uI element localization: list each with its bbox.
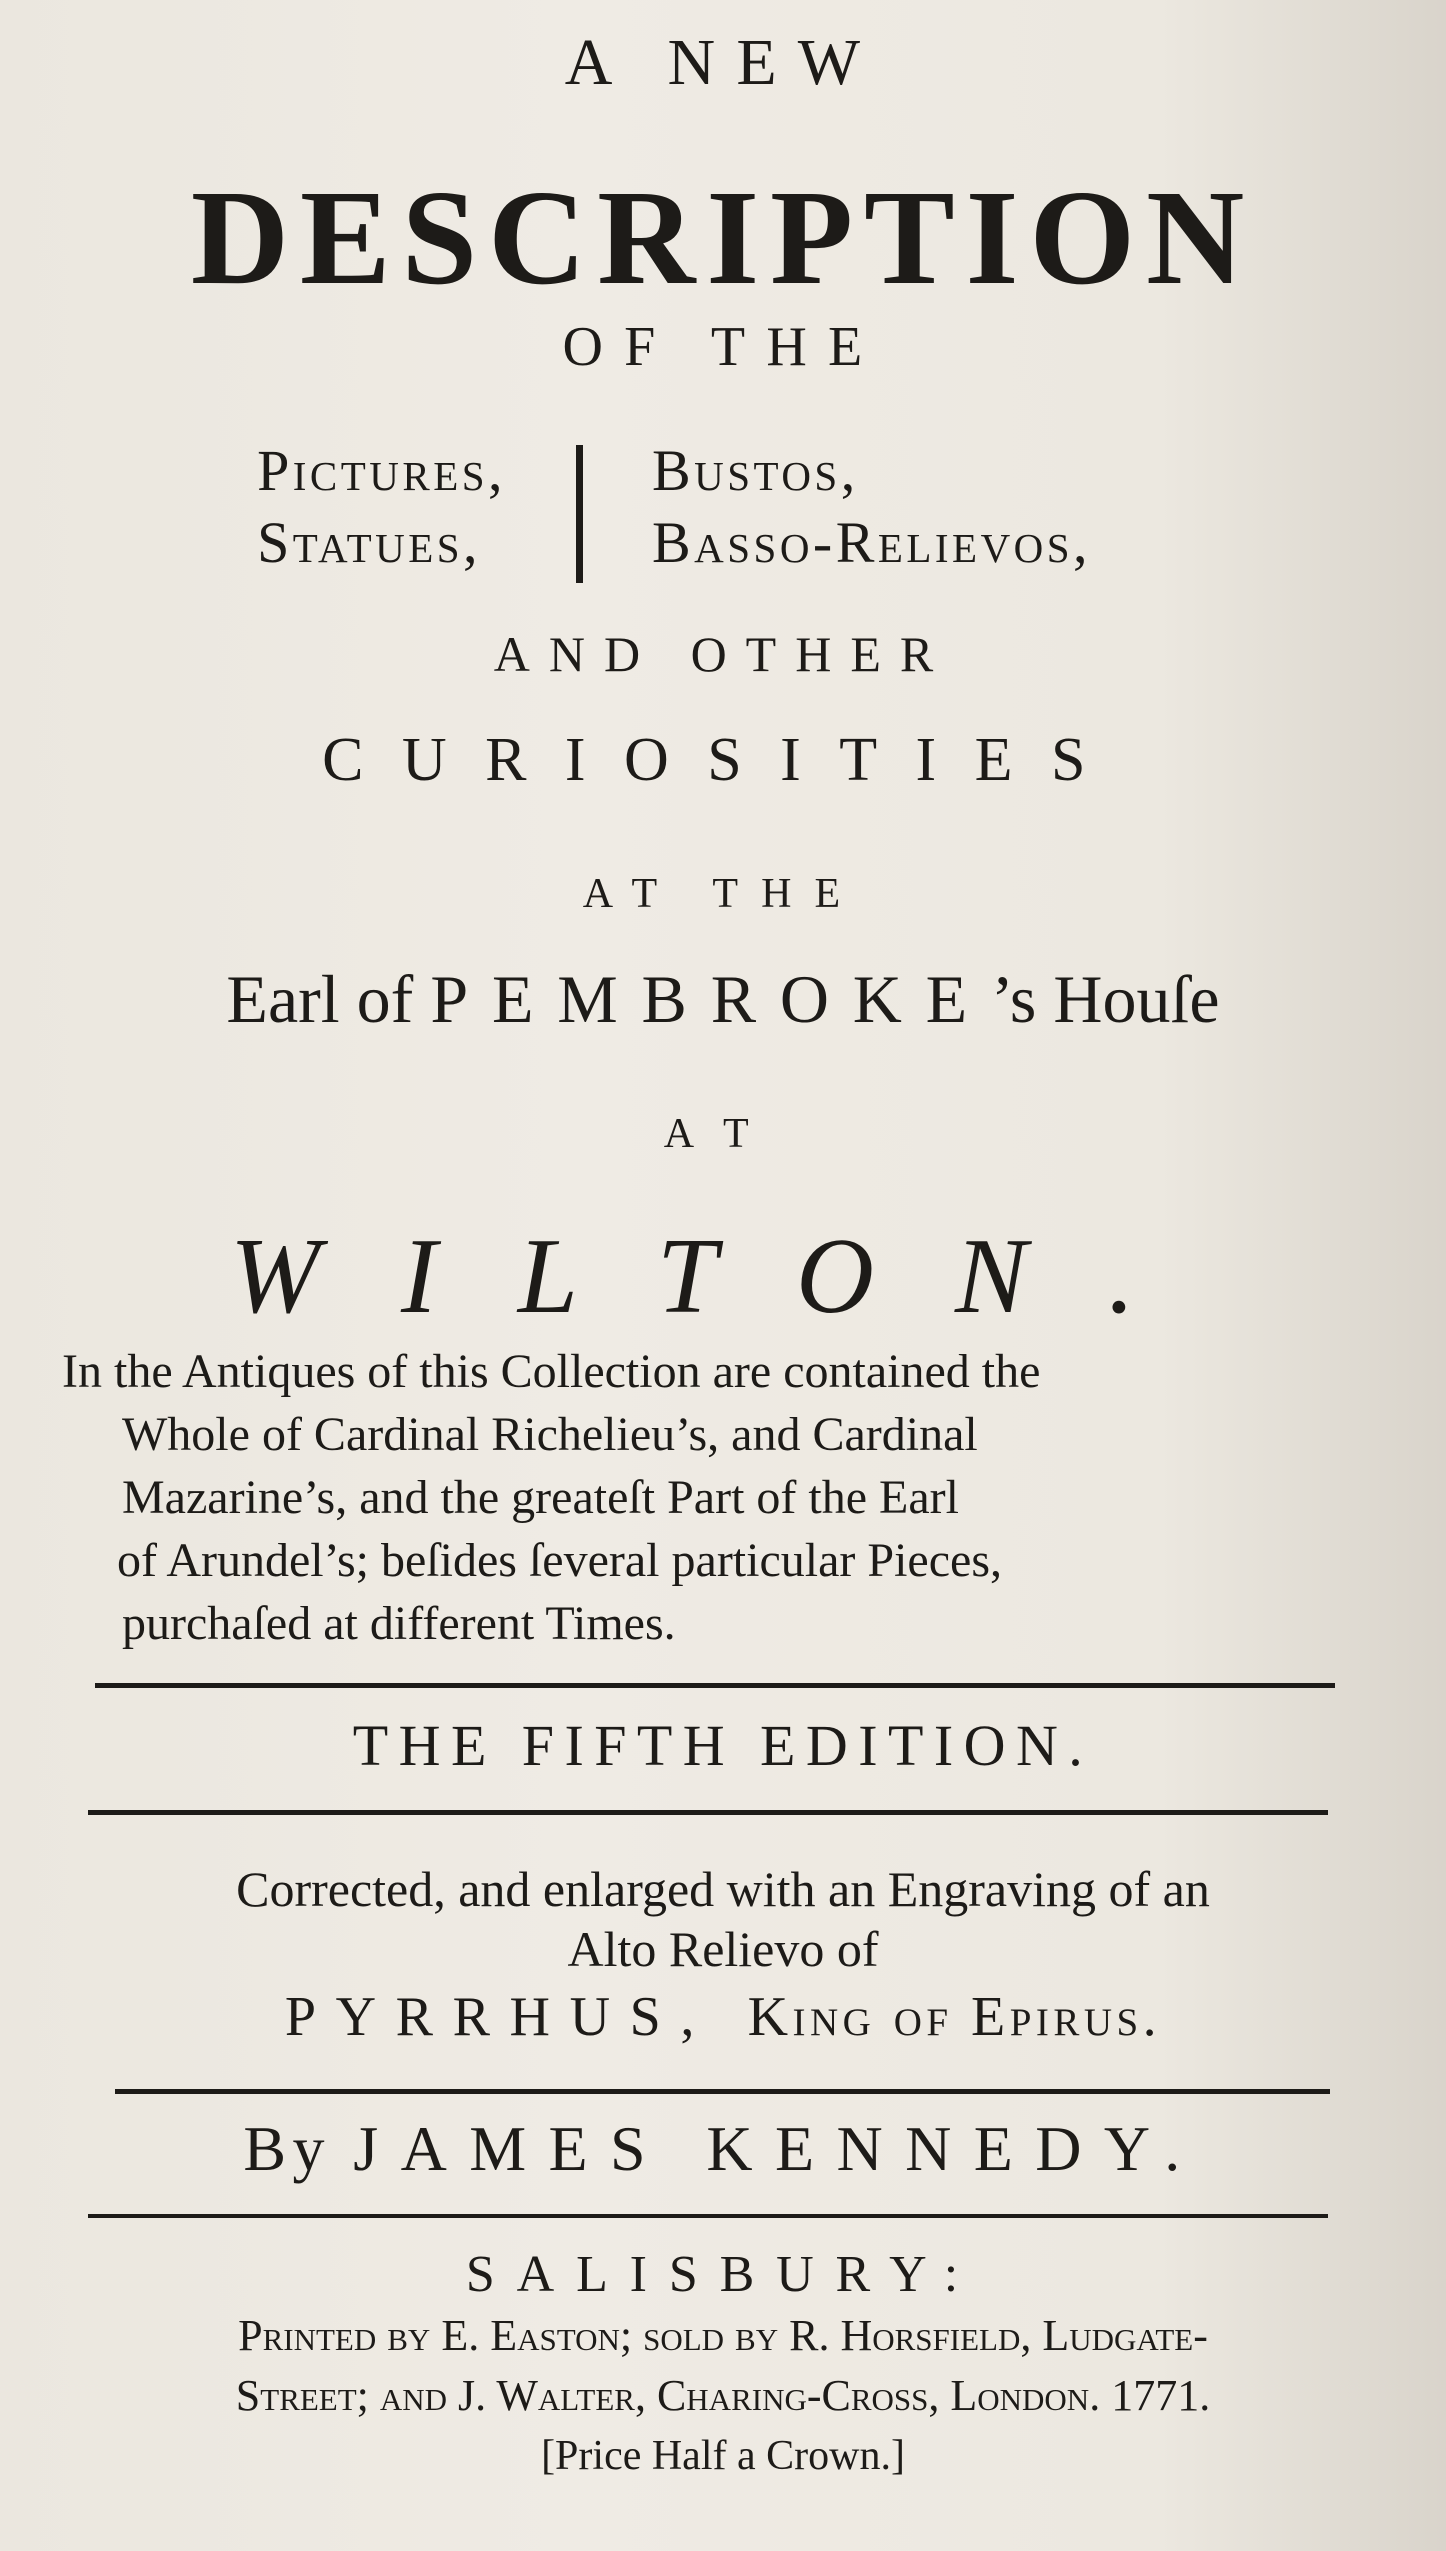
corrected-line-1: Corrected, and enlarged with an Engraving of an: [236, 1861, 1210, 1917]
by-text: By: [243, 2113, 354, 2184]
column-divider: [576, 445, 583, 583]
pyrrhus-text: PYRRHUS,: [284, 1986, 748, 2048]
heading-at-the: AT THE: [582, 871, 864, 917]
subject-left-column: [257, 435, 506, 579]
heading-a-new: A NEW: [564, 26, 882, 99]
imprint-line-2: Street; and J. Walter, Charing-Croſs, London. 1771.: [235, 2371, 1211, 2420]
heading-wilton: WILTON.: [230, 1217, 1216, 1336]
rule-top: [95, 1683, 1335, 1688]
heading-curiosities: CURIOSITIES: [322, 726, 1124, 794]
heading-and-other: AND OTHER: [493, 626, 953, 682]
price-line: [Price Half a Crown.]: [541, 2433, 905, 2479]
heading-at: AT: [663, 1111, 783, 1157]
king-of-epirus-text: King of Epirus.: [747, 1986, 1162, 2048]
heading-earl-of-pembroke: [0, 960, 1446, 1039]
subject-bustos: Bustos,: [652, 438, 859, 503]
rule-below-author: [88, 2214, 1328, 2218]
paragraph-line: In the Antiques of this Collection are contained the: [62, 1345, 1041, 1398]
paragraph-line: purchaſed at different Times.: [122, 1597, 676, 1650]
paragraph-line: Mazarine’s, and the greateſt Part of the Earl: [122, 1471, 959, 1524]
subject-basso-relievos: Basso-Relievos,: [652, 510, 1092, 575]
heading-of-the: OF THE: [562, 316, 884, 378]
corrected-line-3: [0, 1985, 1446, 2049]
rule-above-author: [115, 2089, 1330, 2094]
author-name: JAMES KENNEDY.: [353, 2113, 1203, 2184]
pembroke-text: PEMBROKE: [430, 961, 992, 1037]
earl-of-text: Earl of: [226, 961, 431, 1037]
subject-columns: [0, 435, 1446, 590]
edition-line: THE FIFTH EDITION.: [352, 1713, 1094, 1778]
house-text: ’s Houſe: [991, 961, 1220, 1037]
imprint-place: SALISBURY:: [465, 2246, 981, 2303]
subject-right-column: [652, 435, 1091, 579]
heading-description: DESCRIPTION: [190, 163, 1256, 313]
rule-under-edition: [88, 1810, 1328, 1815]
subject-pictures: Pictures,: [257, 438, 506, 503]
author-line: [0, 2112, 1446, 2186]
imprint-line-1: Printed by E. Easton; ſold by R. Horsfield, Ludgate-: [238, 2311, 1208, 2360]
paragraph-line: Whole of Cardinal Richelieu’s, and Cardinal: [122, 1408, 978, 1461]
paragraph-line: of Arundel’s; beſides ſeveral particular Pieces,: [117, 1534, 1003, 1587]
subject-statues: Statues,: [257, 510, 481, 575]
collection-paragraph: [62, 1340, 1362, 1655]
corrected-line-2: Alto Relievo of: [567, 1921, 879, 1977]
